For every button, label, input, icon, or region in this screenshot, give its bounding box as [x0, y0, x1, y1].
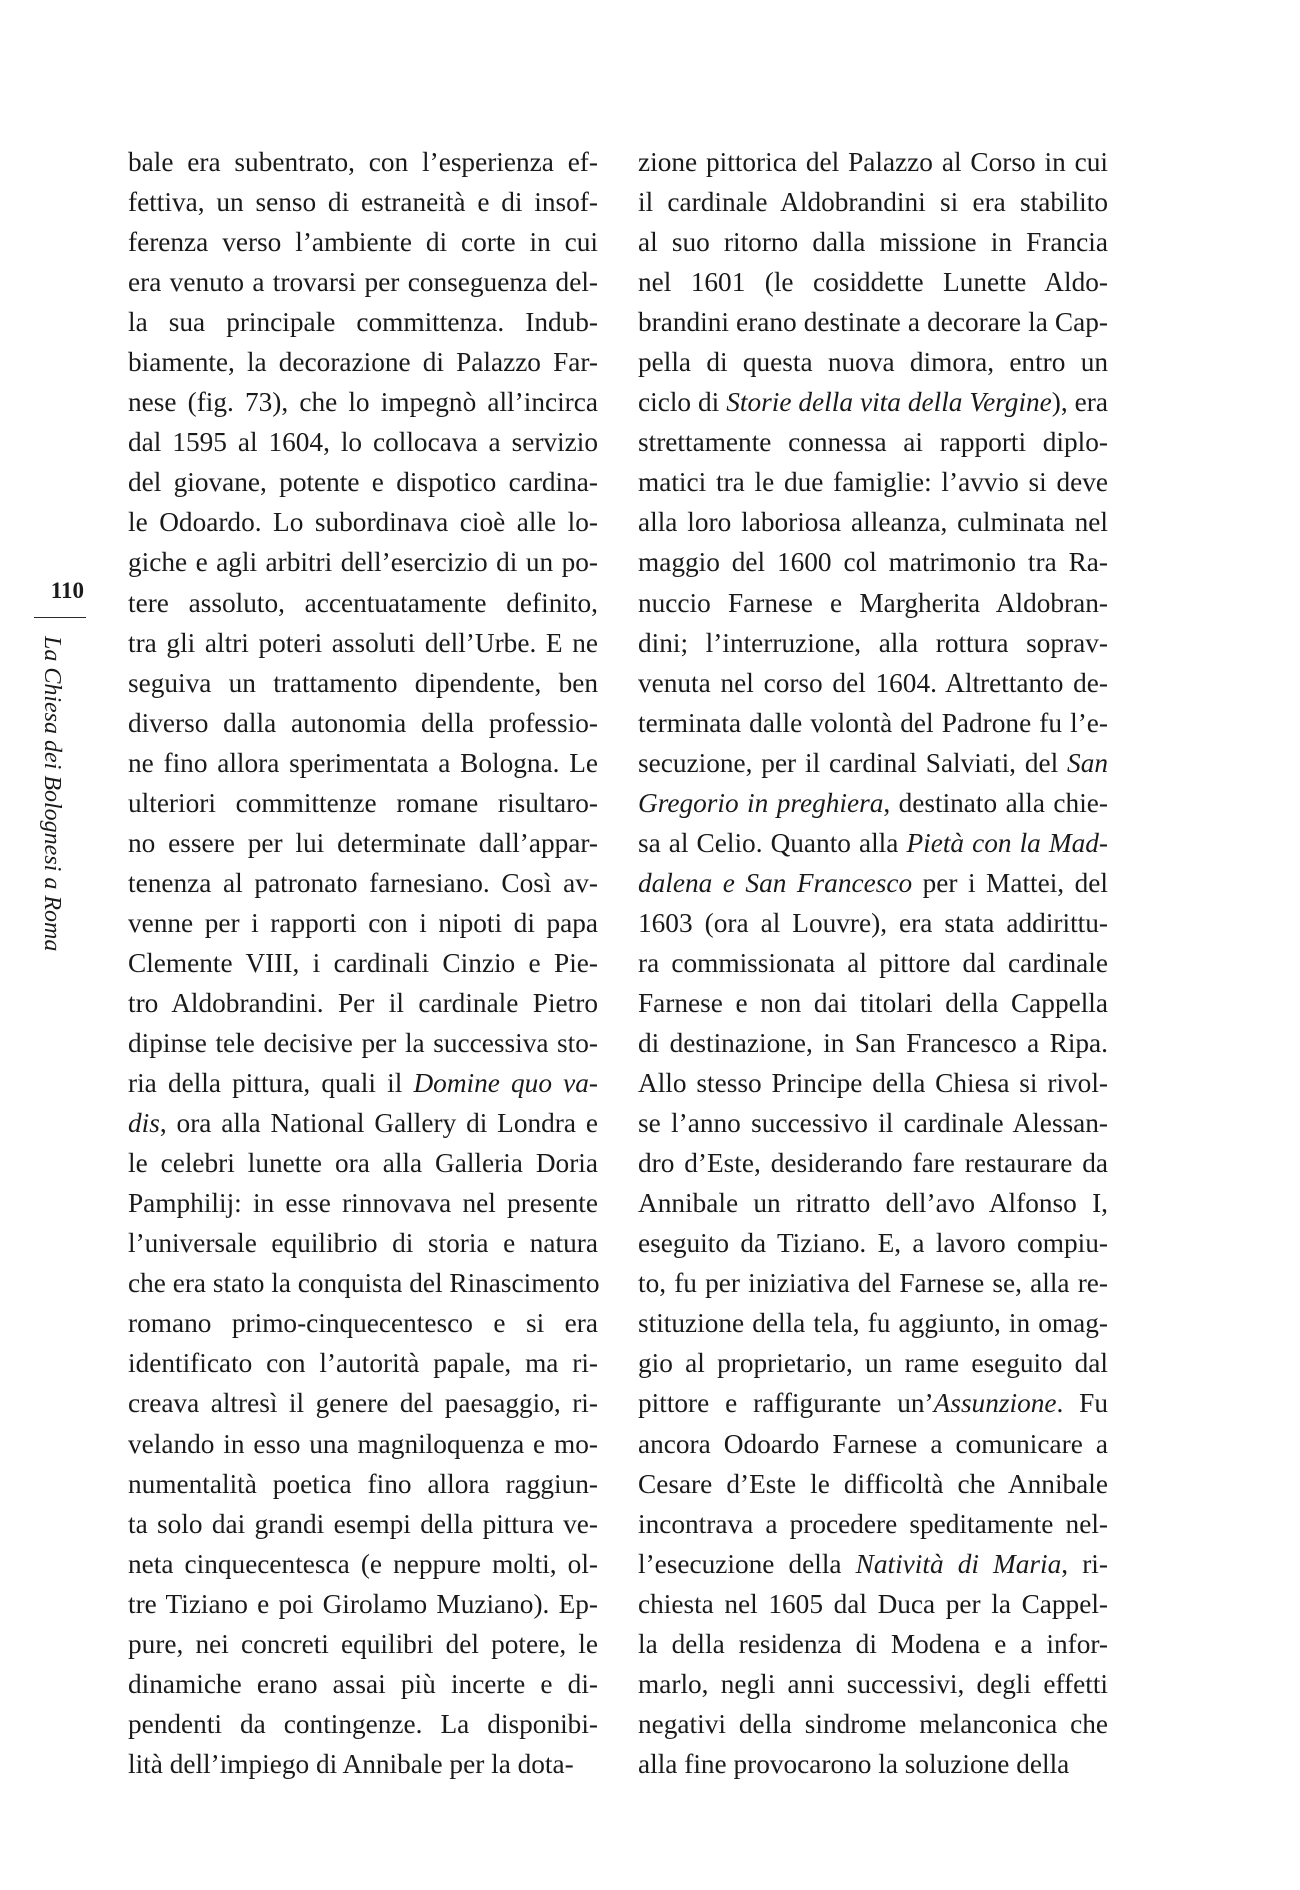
text-line: dis, ora alla National Gallery di Londra e: [128, 1108, 598, 1139]
text-line: creava altresì il genere del paesaggio, ri-: [128, 1388, 598, 1419]
text-line: pendenti da contingenze. La disponibi-: [128, 1708, 598, 1739]
text-line: Annibale un ritratto dell’avo Alfonso I,: [638, 1188, 1108, 1219]
text-line: tro Aldobrandini. Per il cardinale Pietro: [128, 987, 598, 1018]
text-line: pella di questa nuova dimora, entro un: [638, 347, 1108, 378]
text-line: nese (fig. 73), che lo impegnò all’incirca: [128, 387, 598, 418]
text-line: venne per i rapporti con i nipoti di papa: [128, 907, 598, 938]
text-line: Farnese e non dai titolari della Cappella: [638, 987, 1108, 1018]
text-line: Allo stesso Principe della Chiesa si rivol-: [638, 1068, 1108, 1099]
text-line: tenenza al patronato farnesiano. Così av-: [128, 867, 598, 898]
text-line: sa al Celio. Quanto alla Pietà con la Mad-: [638, 827, 1108, 858]
text-line: negativi della sindrome melanconica che: [638, 1708, 1108, 1739]
text-line: chiesta nel 1605 dal Duca per la Cappel-: [638, 1588, 1108, 1619]
text-line: ancora Odoardo Farnese a comunicare a: [638, 1428, 1108, 1459]
text-line: le celebri lunette ora alla Galleria Doria: [128, 1148, 598, 1179]
text-line: neta cinquecentesca (e neppure molti, ol-: [128, 1548, 598, 1579]
text-line: gio al proprietario, un rame eseguito dal: [638, 1348, 1108, 1379]
text-line: no essere per lui determinate dall’appar-: [128, 827, 598, 858]
text-line: tre Tiziano e poi Girolamo Muziano). Ep-: [128, 1588, 598, 1619]
text-line: numentalità poetica fino allora raggiun-: [128, 1468, 598, 1499]
text-line: ciclo di Storie della vita della Vergine), era: [638, 387, 1109, 418]
text-line: la della residenza di Modena e a infor-: [638, 1628, 1108, 1659]
left-text-column: [128, 142, 598, 1784]
text-line: Clemente VIII, i cardinali Cinzio e Pie-: [128, 947, 598, 978]
text-line: romano primo-cinquecentesco e si era: [128, 1308, 598, 1339]
text-line: dal 1595 al 1604, lo collocava a servizio: [128, 427, 598, 458]
text-line: matici tra le due famiglie: l’avvio si deve: [638, 467, 1108, 498]
text-line: era venuto a trovarsi per conseguenza del-: [128, 267, 598, 298]
text-line: le Odoardo. Lo subordinava cioè alle lo-: [128, 507, 598, 538]
text-line: fettiva, un senso di estraneità e di insof-: [128, 187, 598, 218]
text-line: l’universale equilibrio di storia e natura: [128, 1228, 598, 1259]
text-line: ria della pittura, quali il Domine quo va-: [128, 1068, 598, 1099]
text-line: pittore e raffigurante un’Assunzione. Fu: [638, 1388, 1108, 1419]
text-line: eseguito da Tiziano. E, a lavoro compiu-: [638, 1228, 1108, 1259]
text-line: brandini erano destinate a decorare la Cap-: [638, 307, 1108, 338]
text-line: pure, nei concreti equilibri del potere, le: [128, 1628, 598, 1659]
text-line: marlo, negli anni successivi, degli effetti: [638, 1668, 1108, 1699]
text-line: Gregorio in preghiera, destinato alla chie-: [638, 787, 1108, 818]
text-line: terminata dalle volontà del Padrone fu l’e-: [638, 707, 1108, 738]
text-line: nel 1601 (le cosiddette Lunette Aldo-: [638, 267, 1108, 298]
text-line: maggio del 1600 col matrimonio tra Ra-: [638, 547, 1108, 578]
text-line: ferenza verso l’ambiente di corte in cui: [128, 227, 598, 258]
text-line: dinamiche erano assai più incerte e di-: [128, 1668, 598, 1699]
text-line: velando in esso una magniloquenza e mo-: [128, 1428, 598, 1459]
text-line: la sua principale committenza. Indub-: [128, 307, 598, 338]
text-line: giche e agli arbitri dell’esercizio di un po-: [128, 547, 598, 578]
text-line: ulteriori committenze romane risultaro-: [128, 787, 598, 818]
text-line: Pamphilij: in esse rinnovava nel presente: [128, 1188, 598, 1219]
text-line: nuccio Farnese e Margherita Aldobran-: [638, 587, 1108, 618]
text-line: dipinse tele decisive per la successiva sto-: [128, 1028, 598, 1059]
text-line: dalena e San Francesco per i Mattei, del: [638, 867, 1108, 898]
text-line: l’esecuzione della Natività di Maria, ri-: [638, 1548, 1108, 1579]
text-line: seguiva un trattamento dipendente, ben: [128, 667, 598, 698]
text-line: stituzione della tela, fu aggiunto, in omag-: [638, 1308, 1108, 1339]
text-line: zione pittorica del Palazzo al Corso in cui: [638, 147, 1108, 177]
text-line: dro d’Este, desiderando fare restaurare da: [638, 1148, 1108, 1179]
text-line: il cardinale Aldobrandini si era stabilito: [638, 187, 1108, 218]
right-text-column: [638, 142, 1108, 1784]
text-line: to, fu per iniziativa del Farnese se, alla re-: [638, 1268, 1108, 1299]
text-line: alla loro laboriosa alleanza, culminata nel: [638, 507, 1108, 538]
text-line: diverso dalla autonomia della professio-: [128, 707, 598, 738]
page-number: 110: [50, 578, 84, 603]
text-line: secuzione, per il cardinal Salviati, del San: [638, 747, 1108, 778]
running-title: La Chiesa dei Bolognesi a Roma: [39, 636, 65, 952]
text-line: identificato con l’autorità papale, ma ri-: [128, 1348, 598, 1379]
text-line: tere assoluto, accentuatamente definito,: [128, 587, 598, 618]
text-line: al suo ritorno dalla missione in Francia: [638, 227, 1108, 258]
text-line: strettamente connessa ai rapporti diplo-: [638, 427, 1108, 458]
text-line: dini; l’interruzione, alla rottura soprav-: [638, 627, 1108, 658]
text-line: ne fino allora sperimentata a Bologna. Le: [128, 747, 598, 778]
text-line: 1603 (ora al Louvre), era stata addirittu-: [638, 907, 1108, 938]
text-line: ra commissionata al pittore dal cardinale: [638, 947, 1108, 978]
margin-rule: [34, 617, 86, 618]
text-line: incontrava a procedere speditamente nel-: [638, 1508, 1108, 1539]
text-line: bale era subentrato, con l’esperienza ef-: [128, 147, 598, 177]
text-line: lità dell’impiego di Annibale per la dota-: [128, 1748, 574, 1779]
text-line: ta solo dai grandi esempi della pittura ve-: [128, 1508, 598, 1539]
text-line: tra gli altri poteri assoluti dell’Urbe. E ne: [128, 627, 598, 658]
text-line: venuta nel corso del 1604. Altrettanto de-: [638, 667, 1108, 698]
text-line: che era stato la conquista del Rinascimento: [128, 1268, 600, 1299]
text-line: del giovane, potente e dispotico cardina-: [128, 467, 598, 498]
text-line: di destinazione, in San Francesco a Ripa.: [638, 1028, 1108, 1059]
text-line: se l’anno successivo il cardinale Alessan-: [638, 1108, 1108, 1139]
text-line: biamente, la decorazione di Palazzo Far-: [128, 347, 598, 378]
text-line: alla fine provocarono la soluzione della: [638, 1748, 1070, 1779]
text-line: Cesare d’Este le difficoltà che Annibale: [638, 1468, 1108, 1499]
